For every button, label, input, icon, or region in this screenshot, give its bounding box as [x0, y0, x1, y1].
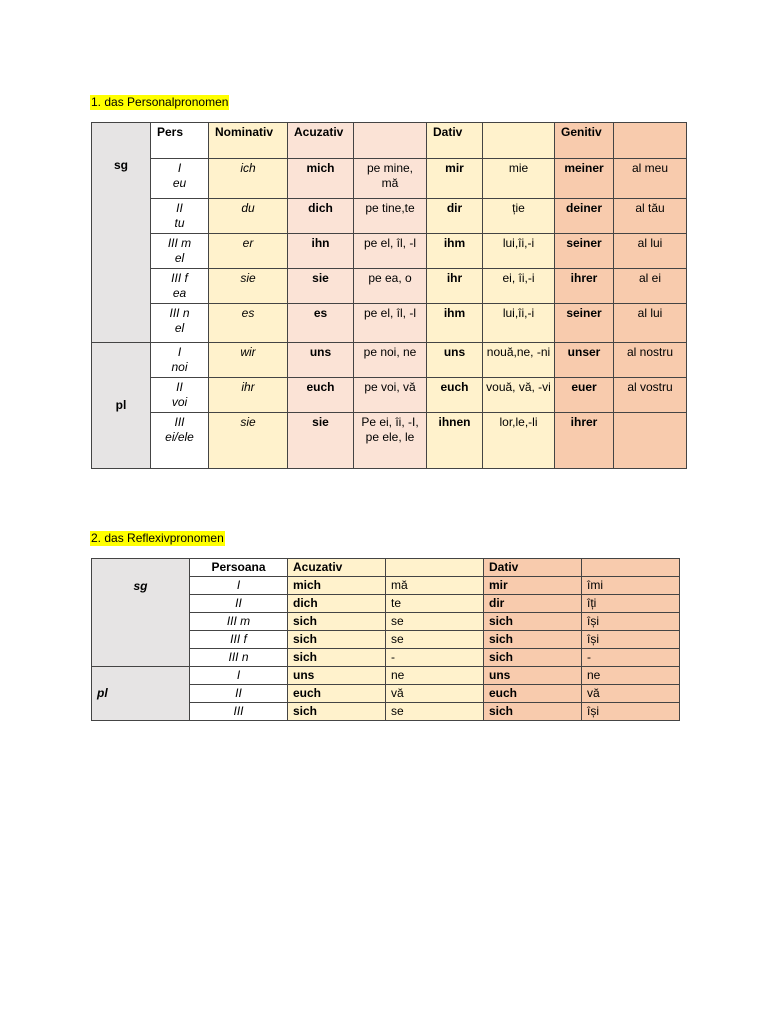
nominativ-cell: ich	[209, 159, 288, 199]
dativ-translation-cell: îți	[582, 595, 680, 613]
nominativ-cell: es	[209, 304, 288, 343]
person-label: III f	[171, 271, 188, 285]
table-row	[92, 269, 687, 304]
acuzativ-cell: sie	[288, 269, 354, 304]
person-cell	[151, 159, 209, 199]
column-header: Persoana	[190, 559, 288, 577]
table-row	[92, 159, 687, 199]
dativ-cell: uns	[484, 667, 582, 685]
person-label: I	[177, 161, 182, 175]
column-header: Dativ	[484, 559, 582, 577]
person-cell	[151, 343, 209, 378]
dativ-translation-cell: lui,îi,-i	[483, 304, 555, 343]
dativ-translation-cell: își	[582, 613, 680, 631]
column-header	[354, 123, 427, 159]
person-translation: voi	[171, 395, 188, 409]
acuzativ-cell: mich	[288, 159, 354, 199]
person-cell: III n	[190, 649, 288, 667]
person-cell	[151, 199, 209, 234]
column-header: Pers	[151, 123, 209, 159]
acuzativ-cell: mich	[288, 577, 386, 595]
genitiv-translation-cell: al lui	[614, 304, 687, 343]
acuzativ-cell: sich	[288, 613, 386, 631]
column-header: Dativ	[427, 123, 483, 159]
acuzativ-translation-cell: vă	[386, 685, 484, 703]
person-cell	[151, 269, 209, 304]
acuzativ-cell: dich	[288, 595, 386, 613]
table-row	[92, 304, 687, 343]
dativ-translation-cell: mie	[483, 159, 555, 199]
person-cell	[151, 234, 209, 269]
person-translation: ei/ele	[165, 430, 194, 444]
column-header: Genitiv	[555, 123, 614, 159]
acuzativ-translation-cell: pe ea, o	[354, 269, 427, 304]
dativ-cell: sich	[484, 649, 582, 667]
acuzativ-translation-cell: se	[386, 703, 484, 721]
acuzativ-cell: sich	[288, 703, 386, 721]
dativ-translation-cell: -	[582, 649, 680, 667]
dativ-translation-cell: îmi	[582, 577, 680, 595]
column-header: Nominativ	[209, 123, 288, 159]
dativ-cell: ihnen	[427, 413, 483, 469]
acuzativ-translation-cell: mă	[386, 577, 484, 595]
genitiv-cell: meiner	[555, 159, 614, 199]
column-header	[483, 123, 555, 159]
person-label: II	[176, 380, 183, 394]
acuzativ-cell: euch	[288, 378, 354, 413]
nominativ-cell: er	[209, 234, 288, 269]
dativ-cell: sich	[484, 703, 582, 721]
reflexive-pronoun-table	[91, 558, 680, 721]
acuzativ-translation-cell: pe el, îl, -l	[354, 304, 427, 343]
genitiv-cell: seiner	[555, 304, 614, 343]
dativ-translation-cell: ție	[483, 199, 555, 234]
person-translation: el	[174, 321, 185, 335]
column-header: Acuzativ	[288, 559, 386, 577]
dativ-translation-cell: nouă,ne, -ni	[483, 343, 555, 378]
acuzativ-translation-cell: pe mine, mă	[354, 159, 427, 199]
genitiv-translation-cell: al lui	[614, 234, 687, 269]
acuzativ-cell: es	[288, 304, 354, 343]
dativ-translation-cell: lui,îi,-i	[483, 234, 555, 269]
header-corner	[92, 123, 151, 343]
acuzativ-cell: dich	[288, 199, 354, 234]
acuzativ-translation-cell: pe tine,te	[354, 199, 427, 234]
dativ-cell: ihm	[427, 234, 483, 269]
dativ-cell: mir	[484, 577, 582, 595]
person-cell: I	[190, 577, 288, 595]
dativ-translation-cell: ei, îi,-i	[483, 269, 555, 304]
person-cell	[151, 378, 209, 413]
table-header-row	[92, 123, 687, 159]
group-label-sg: sg	[113, 158, 128, 172]
dativ-cell: dir	[484, 595, 582, 613]
acuzativ-translation-cell: se	[386, 613, 484, 631]
dativ-cell: sich	[484, 613, 582, 631]
dativ-cell: mir	[427, 159, 483, 199]
genitiv-cell: ihrer	[555, 269, 614, 304]
group-label-pl: pl	[92, 667, 190, 721]
nominativ-cell: ihr	[209, 378, 288, 413]
column-header	[386, 559, 484, 577]
nominativ-cell: sie	[209, 413, 288, 469]
genitiv-translation-cell	[614, 413, 687, 469]
table-row	[92, 413, 687, 469]
dativ-translation-cell: își	[582, 631, 680, 649]
section1-heading: 1. das Personalpronomen	[91, 95, 229, 109]
acuzativ-cell: uns	[288, 667, 386, 685]
column-header	[614, 123, 687, 159]
dativ-cell: ihm	[427, 304, 483, 343]
acuzativ-translation-cell: se	[386, 631, 484, 649]
person-cell: II	[190, 685, 288, 703]
dativ-translation-cell: ne	[582, 667, 680, 685]
dativ-cell: euch	[427, 378, 483, 413]
column-header	[582, 559, 680, 577]
person-label: II	[176, 201, 183, 215]
personal-pronoun-table	[91, 122, 687, 469]
person-translation: eu	[172, 176, 187, 190]
acuzativ-cell: sie	[288, 413, 354, 469]
nominativ-cell: du	[209, 199, 288, 234]
person-cell: II	[190, 595, 288, 613]
acuzativ-translation-cell: te	[386, 595, 484, 613]
genitiv-cell: unser	[555, 343, 614, 378]
table-row	[92, 234, 687, 269]
person-label: III n	[169, 306, 190, 320]
person-translation: tu	[174, 216, 185, 230]
acuzativ-cell: ihn	[288, 234, 354, 269]
acuzativ-translation-cell: -	[386, 649, 484, 667]
person-cell	[151, 304, 209, 343]
dativ-cell: dir	[427, 199, 483, 234]
acuzativ-cell: sich	[288, 631, 386, 649]
acuzativ-translation-cell: ne	[386, 667, 484, 685]
person-label: I	[177, 345, 182, 359]
dativ-cell: sich	[484, 631, 582, 649]
genitiv-translation-cell: al vostru	[614, 378, 687, 413]
person-cell: III	[190, 703, 288, 721]
table-header-row	[92, 559, 680, 577]
table-row	[92, 667, 680, 685]
acuzativ-translation-cell: pe voi, vă	[354, 378, 427, 413]
person-cell: III f	[190, 631, 288, 649]
genitiv-cell: euer	[555, 378, 614, 413]
group-label-sg: sg	[133, 579, 148, 593]
person-translation: ea	[172, 286, 187, 300]
genitiv-cell: ihrer	[555, 413, 614, 469]
acuzativ-translation-cell: pe noi, ne	[354, 343, 427, 378]
column-header: Acuzativ	[288, 123, 354, 159]
dativ-cell: euch	[484, 685, 582, 703]
genitiv-translation-cell: al ei	[614, 269, 687, 304]
dativ-translation-cell: lor,le,-li	[483, 413, 555, 469]
dativ-cell: ihr	[427, 269, 483, 304]
genitiv-cell: seiner	[555, 234, 614, 269]
person-translation: el	[174, 251, 185, 265]
acuzativ-translation-cell: Pe ei, îi, -I, pe ele, le	[354, 413, 427, 469]
table-row	[92, 378, 687, 413]
genitiv-cell: deiner	[555, 199, 614, 234]
group-label-pl: pl	[92, 343, 151, 469]
header-corner	[92, 559, 190, 667]
genitiv-translation-cell: al tău	[614, 199, 687, 234]
acuzativ-cell: sich	[288, 649, 386, 667]
nominativ-cell: sie	[209, 269, 288, 304]
person-cell: I	[190, 667, 288, 685]
dativ-translation-cell: vă	[582, 685, 680, 703]
acuzativ-cell: uns	[288, 343, 354, 378]
table-row	[92, 199, 687, 234]
person-translation: noi	[171, 360, 188, 374]
person-cell: III m	[190, 613, 288, 631]
genitiv-translation-cell: al meu	[614, 159, 687, 199]
person-cell	[151, 413, 209, 469]
dativ-cell: uns	[427, 343, 483, 378]
dativ-translation-cell: vouă, vă, -vi	[483, 378, 555, 413]
acuzativ-translation-cell: pe el, îl, -l	[354, 234, 427, 269]
table-row	[92, 343, 687, 378]
person-label: III	[174, 415, 185, 429]
dativ-translation-cell: își	[582, 703, 680, 721]
person-label: III m	[167, 236, 192, 250]
acuzativ-cell: euch	[288, 685, 386, 703]
nominativ-cell: wir	[209, 343, 288, 378]
genitiv-translation-cell: al nostru	[614, 343, 687, 378]
section2-heading: 2. das Reflexivpronomen	[91, 531, 224, 545]
